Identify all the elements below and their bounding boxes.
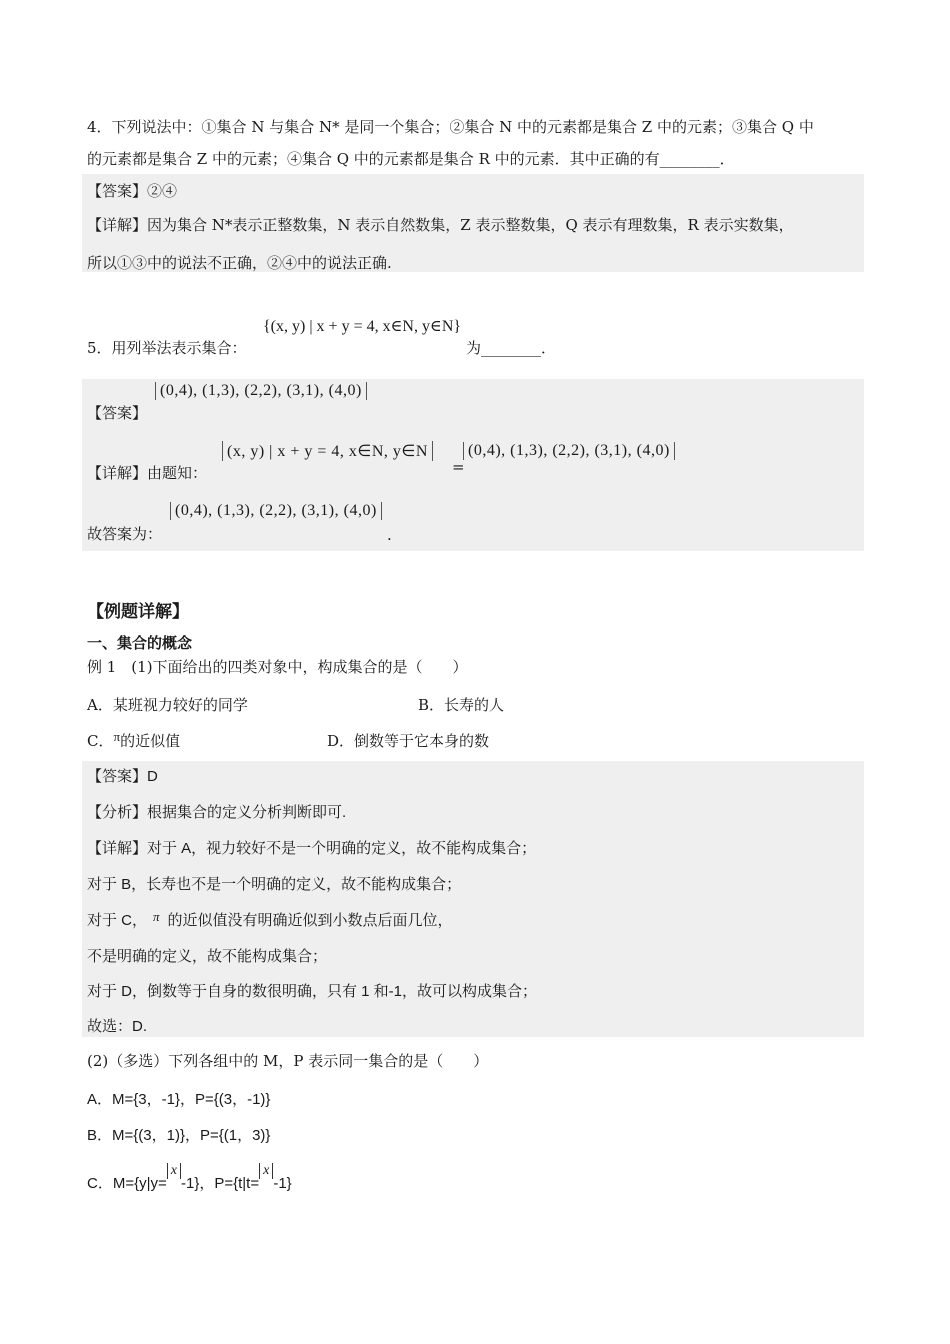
ex1-answer: 【答案】D	[87, 768, 158, 785]
q5-detail-label: 【详解】由题知：	[87, 464, 208, 482]
ex2-option-c	[87, 1163, 292, 1193]
ex2-option-a: A．M={3，-1}，P={(3，-1)}	[87, 1091, 271, 1108]
ex2-option-c-abs-x-1: x	[167, 1163, 181, 1179]
q5-detail-set-value: (x, y) | x + y = 4, x∈N, y∈N	[222, 441, 433, 461]
section-title: 【例题详解】	[87, 602, 189, 622]
q5-final-set	[170, 501, 382, 520]
ex1-option-c-text: 的近似值	[120, 732, 181, 750]
ex1-analysis: 【分析】根据集合的定义分析判断即可.	[87, 804, 347, 821]
q4-detail-line1: 【详解】因为集合 N*表示正整数集，N 表示自然数集，Z 表示整数集，Q 表示有理数集，R 表示实数集，	[87, 216, 794, 234]
ex1-option-b: B．长寿的人	[418, 696, 505, 714]
q5-final-set-value: (0,4), (1,3), (2,2), (3,1), (4,0)	[170, 502, 382, 520]
q5-answer-label: 【答案】	[87, 404, 148, 422]
q4-line2: 的元素都是集合 Z 中的元素；④集合 Q 中的元素都是集合 R 中的元素．其中正确的有________．	[87, 150, 735, 168]
ex1-option-d: D．倒数等于它本身的数	[327, 732, 490, 750]
ex1-detail-line1: 【详解】对于 A，视力较好不是一个明确的定义，故不能构成集合；	[87, 840, 537, 857]
q5-set-expression: {(x, y) | x + y = 4, x∈N, y∈N}	[263, 318, 462, 335]
ex1-option-a: A．某班视力较好的同学	[87, 696, 248, 714]
ex1-detail3-pi-symbol: π	[153, 909, 160, 924]
ex2-option-c-part3: -1}	[273, 1175, 292, 1192]
ex1-detail-line5: 对于 D，倒数等于自身的数很明确，只有 1 和-1，故可以构成集合；	[87, 983, 538, 1000]
q4-answer: 【答案】②④	[87, 182, 178, 200]
q5-answer-set	[155, 381, 367, 400]
q5-detail-set	[222, 441, 433, 461]
ex1-detail3-text: 的近似值没有明确近似到小数点后面几位，	[167, 912, 453, 929]
q4-detail-line2: 所以①③中的说法不正确，②④中的说法正确.	[87, 254, 392, 272]
q5-answer-set-value: (0,4), (1,3), (2,2), (3,1), (4,0)	[155, 382, 367, 400]
ex1-detail-line6: 故选：D.	[87, 1018, 148, 1035]
ex1-question: 例 1 (1)下面给出的四类对象中，构成集合的是（ ）	[87, 658, 468, 676]
ex1-detail-line2: 对于 B，长寿也不是一个明确的定义，故不能构成集合；	[87, 876, 462, 893]
ex1-detail3-prefix: 对于 C，	[87, 912, 148, 929]
q5-suffix: 为________．	[466, 339, 557, 357]
ex1-option-c	[87, 730, 180, 751]
q4-line1: 4．下列说法中：①集合 N 与集合 N* 是同一个集合；②集合 N 中的元素都是集合 Z 中的元素；③集合 Q 中	[87, 118, 814, 136]
q5-prompt: 5．用列举法表示集合：	[87, 339, 247, 357]
ex2-option-c-part1: C．M={y|y=	[87, 1175, 167, 1192]
ex1-detail-line4: 不是明确的定义，故不能构成集合；	[87, 948, 328, 965]
section-subtitle: 一、集合的概念	[87, 634, 193, 652]
q5-detail-result-value: (0,4), (1,3), (2,2), (3,1), (4,0)	[463, 442, 675, 460]
ex1-option-c-prefix: C．	[87, 732, 114, 750]
q5-detail-result	[463, 441, 675, 460]
ex2-question: (2)（多选）下列各组中的 M，P 表示同一集合的是（ ）	[87, 1052, 489, 1070]
q5-final-period: .	[387, 526, 392, 544]
ex1-option-c-pi-symbol: π	[113, 729, 121, 744]
q5-final-label: 故答案为：	[87, 525, 163, 543]
ex2-option-c-abs-x-2: x	[259, 1163, 273, 1179]
q5-equals-sign: =	[452, 458, 465, 476]
ex2-option-b: B．M={(3，1)}，P={(1，3)}	[87, 1127, 271, 1144]
ex2-option-c-part2: -1}，P={t|t=	[180, 1175, 260, 1192]
ex1-detail-line3	[87, 909, 453, 930]
